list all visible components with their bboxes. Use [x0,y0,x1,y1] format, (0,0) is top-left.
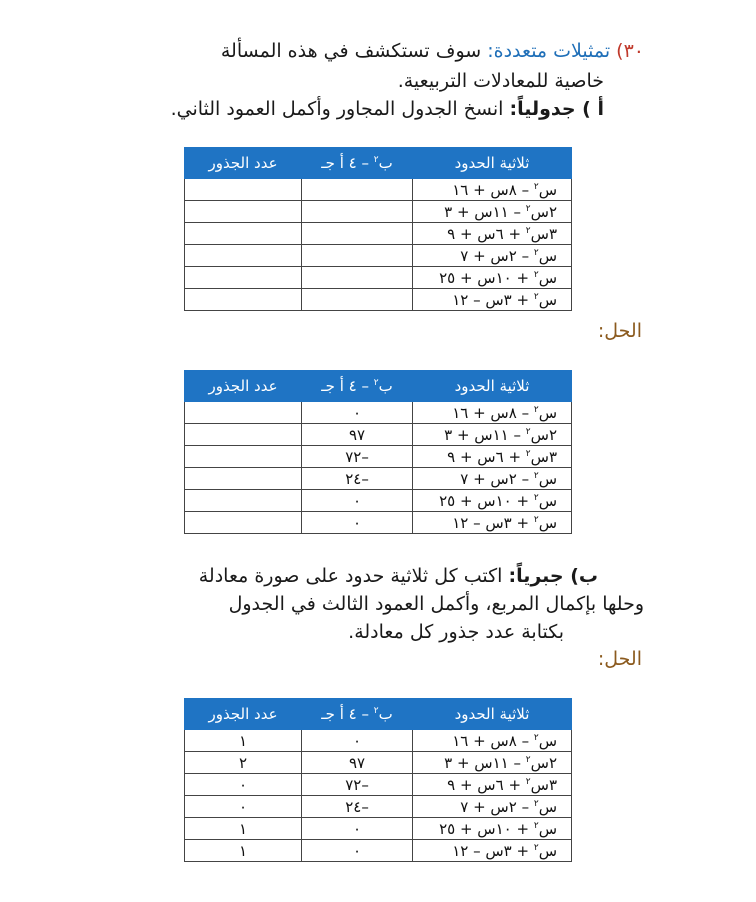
roots-cell [185,179,302,201]
discriminant-cell: ٠ [302,490,413,512]
table-row [185,796,572,818]
table-row [185,446,572,468]
header-trinomial: ثلاثية الحدود [413,371,572,402]
header-discriminant: ب$^٢$ – ٤ أ جـ [302,371,413,402]
table-blank [184,147,572,311]
trinomial-cell: س$^٢$ + ٣س – ١٢ [413,840,572,862]
discriminant-cell: ٠ [302,840,413,862]
table-row [185,840,572,862]
discriminant-cell: ٩٧ [302,424,413,446]
header-discriminant: ب$^٢$ – ٤ أ جـ [302,699,413,730]
solution-label-b: الحل: [597,648,642,670]
trinomial-cell: س$^٢$ – ٢س + ٧ [413,245,572,267]
trinomial-cell: ٢س$^٢$ – ١١س + ٣ [413,424,572,446]
roots-cell [185,245,302,267]
part-a-text: انسخ الجدول المجاور وأكمل العمود الثاني. [170,98,504,120]
trinomial-cell: ٣س$^٢$ + ٦س + ٩ [413,223,572,245]
table-row [185,223,572,245]
trinomial-cell: س$^٢$ + ٣س – ١٢ [413,512,572,534]
part-b-line-1 [199,563,598,589]
table-row [185,289,572,311]
roots-cell [185,402,302,424]
trinomial-cell: س$^٢$ + ١٠س + ٢٥ [413,267,572,289]
table-roots [184,698,572,862]
roots-cell [185,512,302,534]
discriminant-cell [302,179,413,201]
trinomial-cell: ٢س$^٢$ – ١١س + ٣ [413,752,572,774]
trinomial-cell: س$^٢$ + ١٠س + ٢٥ [413,490,572,512]
roots-cell: ٠ [185,796,302,818]
table-row [185,818,572,840]
discriminant-cell [302,267,413,289]
roots-cell: ١ [185,818,302,840]
solution-label-a: الحل: [597,320,642,342]
part-a-label: أ ) جدولياً: [509,98,604,120]
discriminant-cell: –٧٢ [302,446,413,468]
roots-cell [185,201,302,223]
part-b-line-3 [348,619,564,645]
roots-cell: ١ [185,730,302,752]
header-discriminant: ب$^٢$ – ٤ أ جـ [302,148,413,179]
table-row [185,752,572,774]
discriminant-cell [302,223,413,245]
header-roots: عدد الجذور [185,371,302,402]
table-row [185,179,572,201]
table-row [185,512,572,534]
part-b-text-3: بكتابة عدد جذور كل معادلة. [348,621,564,643]
roots-cell [185,424,302,446]
roots-cell [185,446,302,468]
table-row [185,245,572,267]
table-row [185,490,572,512]
roots-cell [185,223,302,245]
part-b-text-2: وحلها بإكمال المربع، وأكمل العمود الثالث في الجدول [228,593,644,615]
table-row [185,468,572,490]
part-a-line [171,96,604,122]
discriminant-cell: ٠ [302,512,413,534]
trinomial-cell: ٣س$^٢$ + ٦س + ٩ [413,774,572,796]
problem-intro-2: خاصية للمعادلات التربيعية. [397,70,604,92]
trinomial-cell: س$^٢$ – ٢س + ٧ [413,796,572,818]
table-row [185,730,572,752]
problem-intro-line-1 [221,38,644,64]
problem-intro-1: سوف تستكشف في هذه المسألة [220,40,482,62]
table-row [185,267,572,289]
table-row [185,201,572,223]
header-roots: عدد الجذور [185,148,302,179]
discriminant-cell: –٧٢ [302,774,413,796]
table-header-row [185,148,572,179]
header-roots: عدد الجذور [185,699,302,730]
discriminant-cell: ٠ [302,402,413,424]
roots-cell: ٢ [185,752,302,774]
roots-cell: ١ [185,840,302,862]
discriminant-cell [302,289,413,311]
problem-title: تمثيلات متعددة: [487,40,611,62]
problem-intro-line-2 [398,68,604,94]
header-trinomial: ثلاثية الحدود [413,699,572,730]
trinomial-cell: س$^٢$ – ٢س + ٧ [413,468,572,490]
trinomial-cell: س$^٢$ + ١٠س + ٢٥ [413,818,572,840]
discriminant-cell [302,245,413,267]
part-b-text-1: اكتب كل ثلاثية حدود على صورة معادلة [198,565,503,587]
roots-cell [185,289,302,311]
part-b-label: ب) جبرياً: [508,565,598,587]
table-discriminants [184,370,572,534]
table-header-row [185,699,572,730]
trinomial-cell: ٢س$^٢$ – ١١س + ٣ [413,201,572,223]
trinomial-cell: ٣س$^٢$ + ٦س + ٩ [413,446,572,468]
discriminant-cell: –٢٤ [302,468,413,490]
table-header-row [185,371,572,402]
trinomial-cell: س$^٢$ – ٨س + ١٦ [413,179,572,201]
discriminant-cell: –٢٤ [302,796,413,818]
roots-cell [185,267,302,289]
discriminant-cell: ٠ [302,730,413,752]
problem-number: ٣٠) [616,40,644,62]
trinomial-cell: س$^٢$ + ٣س – ١٢ [413,289,572,311]
roots-cell [185,468,302,490]
roots-cell [185,490,302,512]
table-row [185,402,572,424]
roots-cell: ٠ [185,774,302,796]
trinomial-cell: س$^٢$ – ٨س + ١٦ [413,730,572,752]
trinomial-cell: س$^٢$ – ٨س + ١٦ [413,402,572,424]
table-row [185,424,572,446]
discriminant-cell: ٩٧ [302,752,413,774]
part-b-line-2 [229,591,644,617]
header-trinomial: ثلاثية الحدود [413,148,572,179]
table-row [185,774,572,796]
discriminant-cell: ٠ [302,818,413,840]
discriminant-cell [302,201,413,223]
